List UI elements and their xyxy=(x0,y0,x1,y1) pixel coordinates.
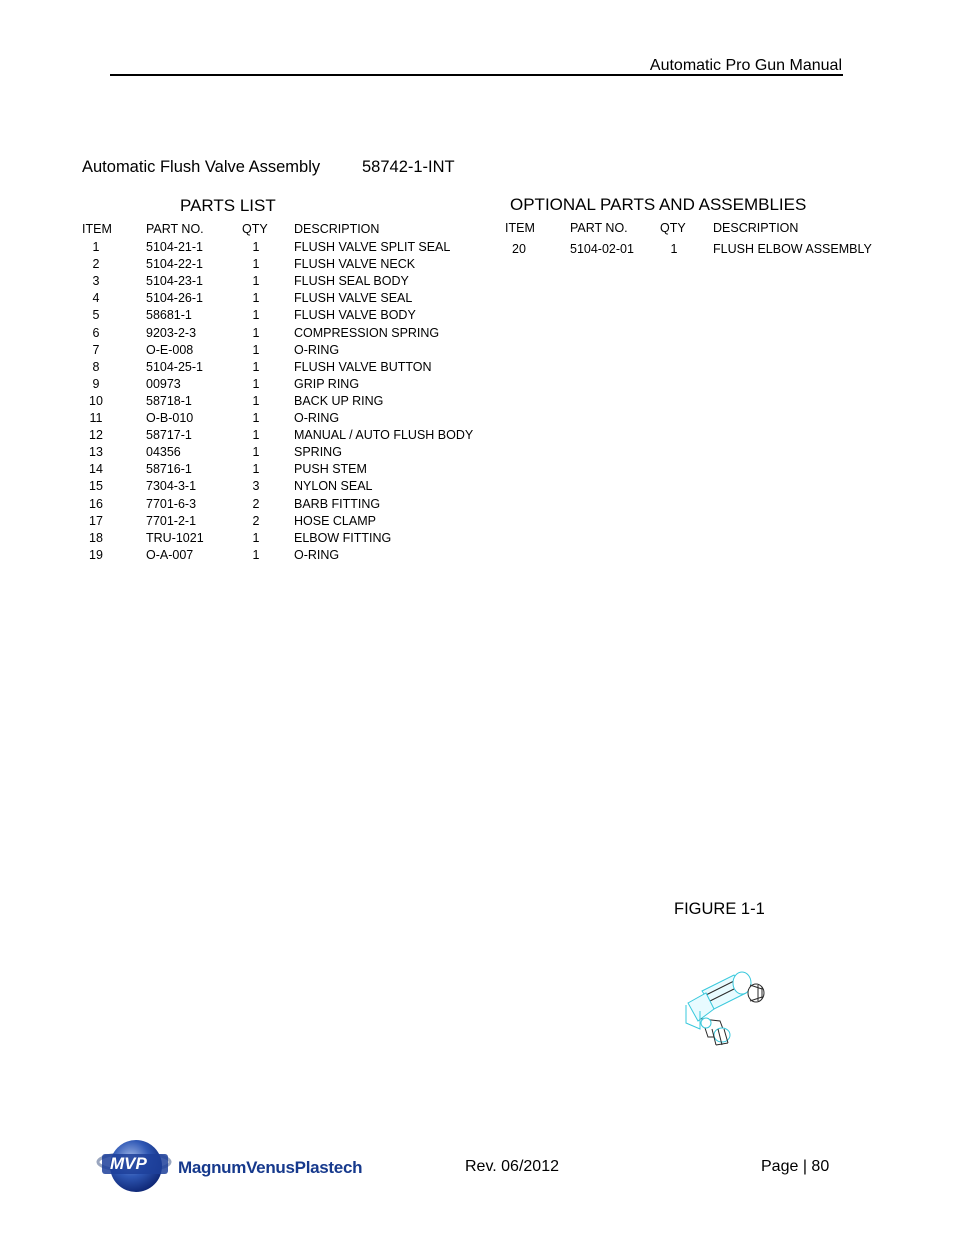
table-row xyxy=(0,462,954,479)
col-desc-header: DESCRIPTION xyxy=(294,222,380,236)
part-number: O-A-007 xyxy=(146,547,194,562)
part-number: O-B-010 xyxy=(146,411,194,425)
item-number: 20 xyxy=(512,242,526,256)
item-number: 8 xyxy=(92,359,100,374)
flush-elbow-figure xyxy=(676,963,776,1049)
table-row xyxy=(0,394,954,411)
table-row xyxy=(0,479,954,496)
description: ELBOW FITTING xyxy=(294,530,392,545)
quantity: 1 xyxy=(252,376,260,391)
col-qty-header: QTY xyxy=(242,222,268,236)
optional-parts-header-row xyxy=(0,221,954,238)
col-item-header: ITEM xyxy=(82,222,112,236)
quantity: 2 xyxy=(252,496,260,511)
table-row xyxy=(0,308,954,325)
header-title: Automatic Pro Gun Manual xyxy=(649,57,842,74)
figure-label: FIGURE 1-1 xyxy=(674,900,765,918)
part-number: 7701-2-1 xyxy=(146,513,197,528)
table-row xyxy=(0,291,954,308)
description: FLUSH VALVE BUTTON xyxy=(294,359,432,374)
quantity: 1 xyxy=(252,445,260,460)
opt-col-part-header: PART NO. xyxy=(570,221,628,235)
description: GRIP RING xyxy=(294,376,360,391)
item-number: 12 xyxy=(89,428,103,443)
description: PUSH STEM xyxy=(294,462,367,477)
table-row xyxy=(0,274,954,291)
description: COMPRESSION SPRING xyxy=(294,325,440,340)
part-number: 58716-1 xyxy=(146,462,192,477)
description: BACK UP RING xyxy=(294,393,384,408)
item-number: 6 xyxy=(92,325,100,340)
description: FLUSH VALVE NECK xyxy=(294,257,416,272)
table-row xyxy=(0,514,954,531)
part-number: 5104-23-1 xyxy=(146,274,203,289)
part-number: 5104-22-1 xyxy=(146,257,203,272)
description: BARB FITTING xyxy=(294,496,381,511)
description: MANUAL / AUTO FLUSH BODY xyxy=(294,428,474,443)
description: FLUSH SEAL BODY xyxy=(294,274,409,289)
quantity: 2 xyxy=(252,513,260,528)
description: NYLON SEAL xyxy=(294,479,373,494)
description: FLUSH VALVE SEAL xyxy=(294,291,413,306)
description: O-RING xyxy=(294,342,340,357)
quantity: 1 xyxy=(252,308,260,323)
parts-list-heading: PARTS LIST xyxy=(180,196,276,215)
table-row xyxy=(0,497,954,514)
part-number: 7701-6-3 xyxy=(146,496,197,511)
assembly-number: 58742-1-INT xyxy=(362,158,455,176)
description: FLUSH VALVE BODY xyxy=(294,308,416,323)
quantity: 1 xyxy=(252,291,260,306)
item-number: 16 xyxy=(89,496,103,511)
col-part-header: PART NO. xyxy=(146,222,204,236)
quantity: 1 xyxy=(252,462,260,477)
item-number: 17 xyxy=(89,513,103,528)
quantity: 1 xyxy=(252,240,260,254)
quantity: 1 xyxy=(252,547,260,562)
table-row xyxy=(0,411,954,428)
assembly-title: Automatic Flush Valve Assembly xyxy=(82,158,321,176)
description: HOSE CLAMP xyxy=(294,513,376,528)
part-number: 58681-1 xyxy=(146,308,192,323)
part-number: 5104-26-1 xyxy=(146,291,203,306)
item-number: 5 xyxy=(92,308,100,323)
item-number: 3 xyxy=(92,274,100,289)
description: O-RING xyxy=(294,547,340,562)
table-row xyxy=(0,326,954,343)
table-row xyxy=(0,548,954,565)
revision-date: Rev. 06/2012 xyxy=(465,1158,559,1175)
part-number: 58718-1 xyxy=(146,393,192,408)
table-row xyxy=(0,377,954,394)
logo-mark: MVP xyxy=(110,1154,147,1173)
part-number: O-E-008 xyxy=(146,342,194,357)
description: O-RING xyxy=(294,411,340,425)
quantity: 1 xyxy=(252,411,260,425)
item-number: 1 xyxy=(92,240,100,254)
quantity: 1 xyxy=(252,359,260,374)
quantity: 1 xyxy=(252,393,260,408)
quantity: 1 xyxy=(252,428,260,443)
part-number: 04356 xyxy=(146,445,181,460)
item-number: 10 xyxy=(89,393,103,408)
item-number: 11 xyxy=(89,411,103,425)
part-number: 58717-1 xyxy=(146,428,192,443)
item-number: 19 xyxy=(89,547,103,562)
part-number: 5104-02-01 xyxy=(570,242,634,256)
table-row xyxy=(0,343,954,360)
table-row xyxy=(0,428,954,445)
item-number: 13 xyxy=(89,445,103,460)
quantity: 1 xyxy=(252,530,260,545)
company-name: MagnumVenusPlastech xyxy=(178,1158,363,1177)
quantity: 1 xyxy=(252,342,260,357)
opt-col-qty-header: QTY xyxy=(660,221,686,235)
item-number: 9 xyxy=(92,376,100,391)
item-number: 4 xyxy=(92,291,100,306)
table-row xyxy=(0,531,954,548)
part-number: TRU-1021 xyxy=(146,530,204,545)
item-number: 18 xyxy=(89,530,103,545)
quantity: 1 xyxy=(252,274,260,289)
quantity: 1 xyxy=(670,242,678,256)
opt-col-desc-header: DESCRIPTION xyxy=(713,221,799,235)
table-row xyxy=(0,257,954,274)
item-number: 2 xyxy=(92,257,100,272)
quantity: 3 xyxy=(252,479,260,494)
item-number: 7 xyxy=(92,342,100,357)
description: SPRING xyxy=(294,445,342,460)
part-number: 5104-21-1 xyxy=(146,240,203,254)
description: FLUSH ELBOW ASSEMBLY xyxy=(713,242,872,256)
part-number: 5104-25-1 xyxy=(146,359,203,374)
opt-col-item-header: ITEM xyxy=(505,221,535,235)
description: FLUSH VALVE SPLIT SEAL xyxy=(294,240,451,254)
part-number: 9203-2-3 xyxy=(146,325,197,340)
item-number: 14 xyxy=(89,462,103,477)
optional-parts-heading: OPTIONAL PARTS AND ASSEMBLIES xyxy=(510,195,807,214)
part-number: 00973 xyxy=(146,376,181,391)
item-number: 15 xyxy=(89,479,103,494)
table-row xyxy=(0,360,954,377)
header-rule xyxy=(110,74,843,76)
page-number: Page | 80 xyxy=(761,1158,830,1175)
table-row xyxy=(0,242,954,259)
quantity: 1 xyxy=(252,257,260,272)
table-row xyxy=(0,445,954,462)
quantity: 1 xyxy=(252,325,260,340)
part-number: 7304-3-1 xyxy=(146,479,197,494)
